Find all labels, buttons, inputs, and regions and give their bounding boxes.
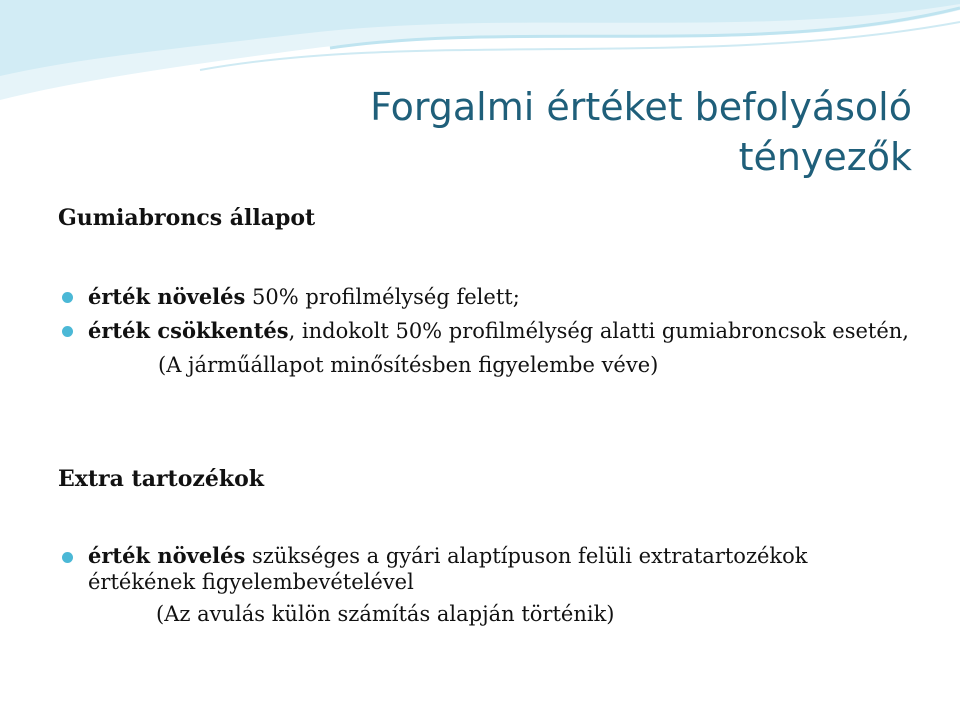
section-heading-extras: Extra tartozékok: [58, 466, 265, 492]
bullet-bold-text: érték növelés: [88, 284, 246, 309]
bullet-dot-icon: [62, 326, 73, 337]
bullet-text: , indokolt 50% profilmélység alatti gumiabroncsok esetén,: [288, 319, 909, 343]
bullet-bold-text: érték növelés: [88, 543, 246, 568]
list-item: [60, 543, 920, 627]
title-line-1: Forgalmi értéket befolyásoló: [370, 85, 912, 129]
bullet-list-tires: [60, 283, 920, 379]
slide-title: [152, 82, 912, 182]
bullet-text: 50% profilmélység felett;: [245, 285, 520, 309]
bullet-subnote: (Az avulás külön számítás alapján történik): [156, 602, 615, 626]
bullet-subnote: (A járműállapot minősítésben figyelembe véve): [158, 353, 659, 377]
bullet-dot-icon: [62, 552, 73, 563]
section-heading-tires: Gumiabroncs állapot: [58, 205, 316, 231]
bullet-dot-icon: [62, 292, 73, 303]
bullet-bold-text: érték csökkentés: [88, 318, 289, 343]
bullet-text: szükséges a gyári alaptípuson felüli extratartozékok értékének figyelembevételével: [88, 544, 808, 594]
title-line-2: tényezők: [738, 135, 912, 179]
list-item: [60, 317, 920, 379]
bullet-list-extras: [60, 543, 920, 627]
list-item: [60, 283, 920, 311]
